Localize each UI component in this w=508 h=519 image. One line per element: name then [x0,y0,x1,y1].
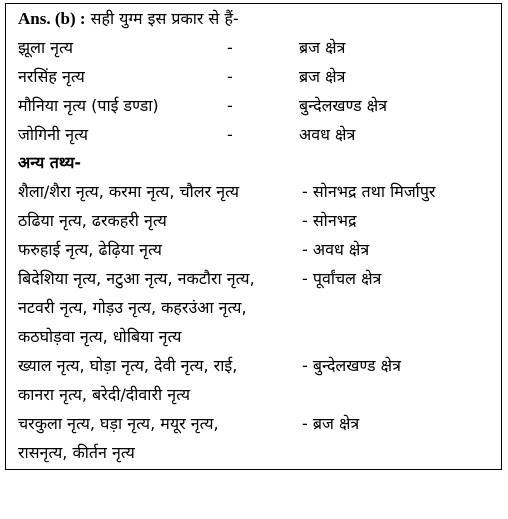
fact-region-4: - पूर्वांचल क्षेत्र [302,269,382,288]
fact-dances-2: ठढिया नृत्य, ढरकहरी नृत्य [18,211,167,230]
fact-region-1: - सोनभद्र तथा मिर्जापुर [302,182,436,201]
pair-dash-3: - [227,96,233,115]
answer-intro: सही युग्म इस प्रकार से हैं- [90,9,239,28]
fact-dances-7: ख्याल नृत्य, घोड़ा नृत्य, देवी नृत्य, राई, [18,356,238,375]
fact-dances-8: कानरा नृत्य, बरेदी/दीवारी नृत्य [18,385,191,404]
pair-dash-4: - [227,125,233,144]
fact-region-9: - ब्रज क्षेत्र [302,414,360,433]
fact-dances-10: रासनृत्य, कीर्तन नृत्य [18,443,135,462]
fact-region-3: - अवध क्षेत्र [302,240,370,259]
pair-dash-2: - [227,67,233,86]
pair-region-3: बुन्देलखण्ड क्षेत्र [299,96,388,115]
facts-heading: अन्य तथ्य- [18,153,82,172]
answer-header [18,8,239,30]
pair-region-4: अवध क्षेत्र [299,125,356,144]
answer-label: Ans. (b) : [18,9,86,28]
fact-region-7: - बुन्देलखण्ड क्षेत्र [302,356,401,375]
pair-dance-1: झूला नृत्य [18,38,73,57]
pair-dance-3: मौनिया नृत्य (पाई डण्डा) [18,96,159,115]
pair-dance-4: जोगिनी नृत्य [18,125,89,144]
fact-dances-3: फरुहाई नृत्य, ढेढ़िया नृत्य [18,240,162,259]
fact-dances-6: कठघोड़वा नृत्य, धोबिया नृत्य [18,327,182,346]
pair-dash-1: - [227,38,233,57]
fact-dances-4: बिदेशिया नृत्य, नटुआ नृत्य, नकटौरा नृत्य, [18,269,255,288]
answer-box [5,3,502,470]
fact-dances-5: नटवरी नृत्य, गोड़उ नृत्य, कहरउंआ नृत्य, [18,298,247,317]
fact-dances-1: शैला/शैरा नृत्य, करमा नृत्य, चौलर नृत्य [18,182,240,201]
fact-dances-9: चरकुला नृत्य, घड़ा नृत्य, मयूर नृत्य, [18,414,219,433]
pair-dance-2: नरसिंह नृत्य [18,67,85,86]
pair-region-2: ब्रज क्षेत्र [299,67,346,86]
fact-region-2: - सोनभद्र [302,211,357,230]
pair-region-1: ब्रज क्षेत्र [299,38,346,57]
